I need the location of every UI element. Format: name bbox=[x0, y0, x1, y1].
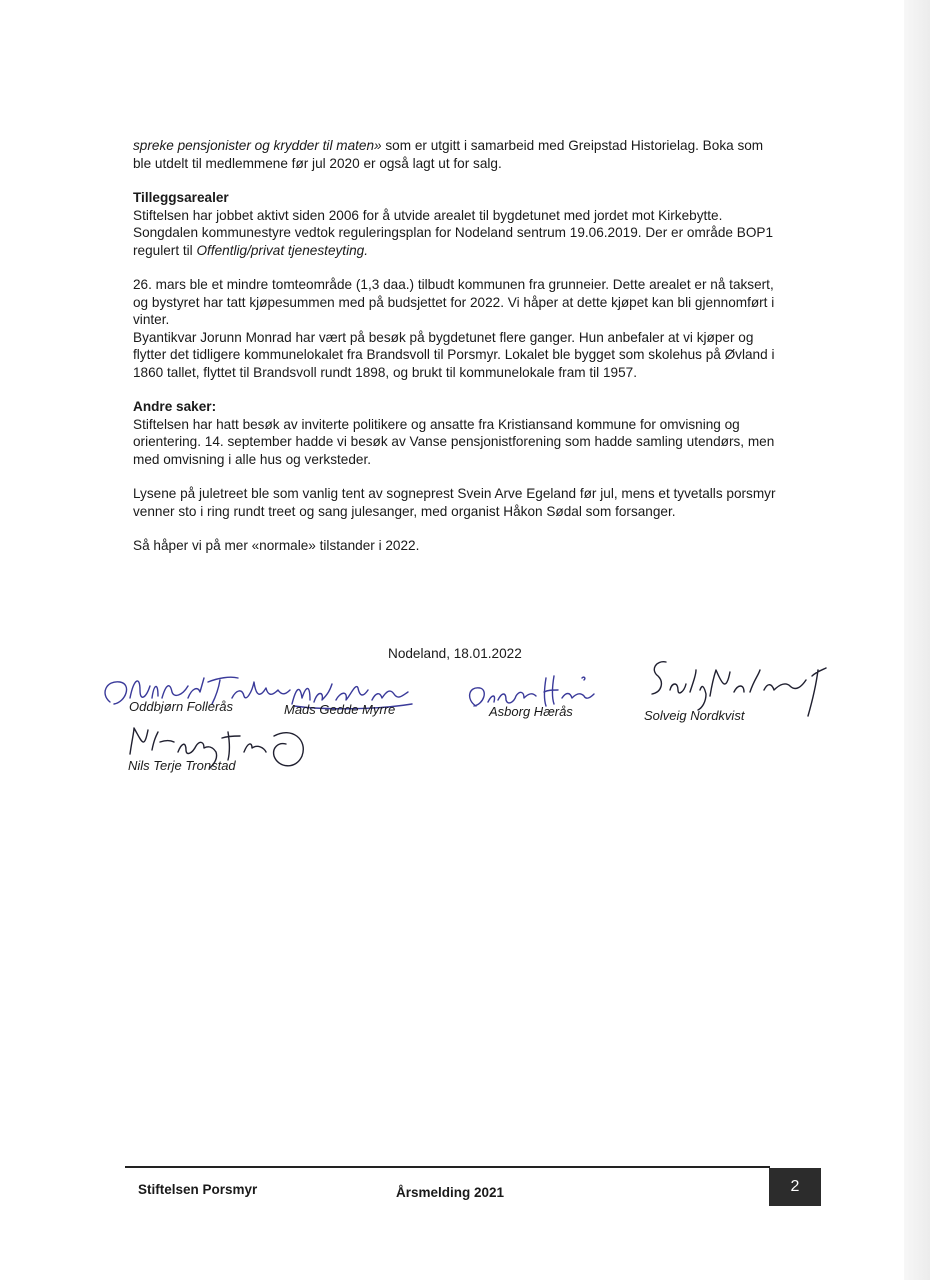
paragraph-regulation bbox=[133, 207, 783, 260]
footer-divider bbox=[125, 1166, 770, 1168]
paragraph-byantikvar: Byantikvar Jorunn Monrad har vært på besøk på bygdetunet flere ganger. Hun anbefaler at vi kjøper og flytter det tidligere kommunelokalet fra Brandsvoll til Porsmyr. Lokalet ble bygget som skolehus på Øvland i 1860 tallet, flyttet til Brandsvoll rundt 1898, og brukt til kommunelokale fram til 1957. bbox=[133, 329, 775, 380]
scan-page-edge bbox=[904, 0, 930, 1280]
page-number: 2 bbox=[769, 1168, 821, 1206]
heading-andre-saker: Andre saker: bbox=[133, 399, 217, 414]
signature-mads bbox=[284, 674, 424, 720]
place-date: Nodeland, 18.01.2022 bbox=[388, 646, 522, 661]
signature-asborg bbox=[462, 666, 602, 722]
regulation-purpose: Offentlig/privat tjenesteyting. bbox=[196, 242, 368, 258]
signer-name: Nils Terje Tronstad bbox=[128, 758, 236, 773]
signer-name: Solveig Nordkvist bbox=[644, 708, 745, 723]
signer-name: Oddbjørn Follerås bbox=[129, 699, 234, 714]
signature-solveig bbox=[640, 656, 840, 726]
paragraph-regulation-text: Stiftelsen har jobbet aktivt siden 2006 for å utvide arealet til bygdetunet med jordet mot Kirkebytte. Songdalen kommunestyre vedtok reguleringsplan for Nodeland sentrum 19.06.2019. Der er område BOP1 regulert til bbox=[133, 207, 774, 258]
paragraph-book bbox=[133, 137, 783, 172]
paragraph-visits: Stiftelsen har hatt besøk av inviterte politikere og ansatte fra Kristiansand kommune for omvisning og orientering. 14. september hadde vi besøk av Vanse pensjonistforening som hadde samling utendørs, men med omvisning i alle hus og verksteder. bbox=[133, 416, 775, 467]
paragraph-christmas-tree: Lysene på juletreet ble som vanlig tent av sogneprest Svein Arve Egeland før jul, mens et tyvetalls porsmyr venner sto i ring rundt treet og sang julesanger, med organist Håkon Sødal som forsanger. bbox=[133, 486, 776, 519]
book-title: spreke pensjonister og krydder til maten» bbox=[133, 138, 382, 153]
paragraph-closing: Så håper vi på mer «normale» tilstander i 2022. bbox=[133, 538, 420, 553]
footer-document-title: Årsmelding 2021 bbox=[396, 1185, 505, 1200]
signer-name: Asborg Hærås bbox=[489, 704, 573, 719]
document-body bbox=[133, 137, 783, 572]
signer-name: Mads Gedde Myrre bbox=[284, 702, 396, 717]
heading-tilleggsarealer: Tilleggsarealer bbox=[133, 190, 229, 205]
footer-organization: Stiftelsen Porsmyr bbox=[138, 1182, 258, 1197]
paragraph-land-offer: 26. mars ble et mindre tomteområde (1,3 daa.) tilbudt kommunen fra grunneier. Dette arealet er nå taksert, og bystyret har tatt kjøpesummen med på budsjettet for 2022. Vi håper at dette kjøpet kan bli gjennomført i vinter. bbox=[133, 277, 775, 327]
signature-oddbjorn bbox=[96, 668, 296, 718]
paragraph-book-text: som er utgitt i samarbeid med Greipstad Historielag. Boka som ble utdelt til medlemmene før jul 2020 er også lagt ut for salg. bbox=[133, 138, 764, 171]
signature-nils bbox=[124, 718, 324, 778]
